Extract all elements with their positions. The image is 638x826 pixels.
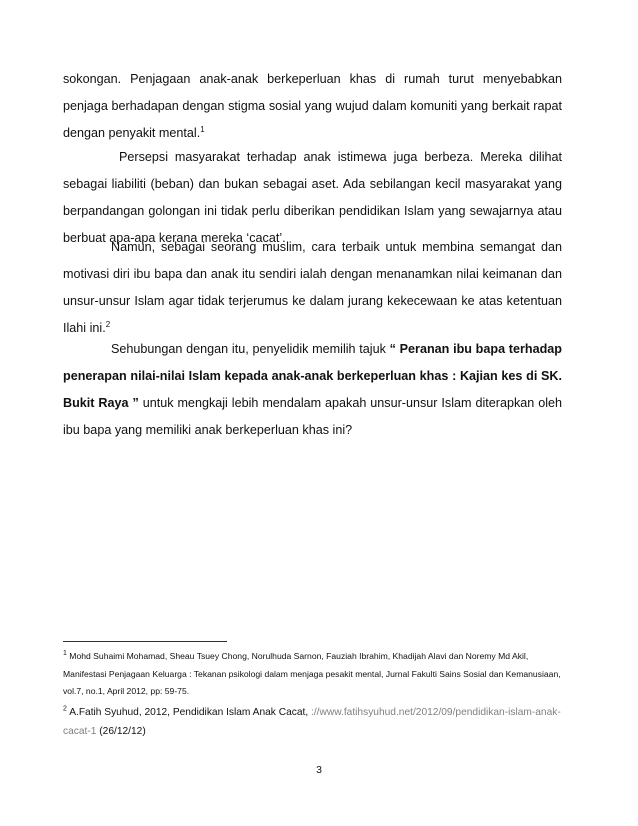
paragraph-4 — [63, 336, 562, 444]
footnote-2 — [63, 704, 569, 741]
paragraph-3-text: Namun, sebagai seorang muslim, cara terbaik untuk membina semangat dan motivasi diri ibu bapa dan anak itu sendiri ialah dengan menanamkan nilai keimanan dan unsur-unsur Islam agar tidak terjerumus ke dalam jurang kekecewaan ke atas ketentuan Ilahi ini. — [63, 240, 562, 335]
footnote-separator — [63, 641, 227, 642]
paragraph-4-tail: untuk mengkaji lebih mendalam apakah unsur-unsur Islam diterapkan oleh ibu bapa yang memiliki anak berkeperluan khas ini? — [63, 396, 563, 437]
paragraph-4-lead: Sehubungan dengan itu, penyelidik memilih tajuk — [111, 342, 386, 356]
footnote-2-number: 2 — [63, 705, 67, 713]
footnote-ref-2[interactable]: 2 — [105, 319, 111, 329]
footnote-2-link[interactable]: ://www.fatihsyuhud.net/2012/09/pendidikan-islam-anak-cacat-1 — [63, 707, 561, 737]
paragraph-3 — [63, 234, 562, 342]
footnote-1-number: 1 — [63, 650, 67, 658]
paragraph-2-text: Persepsi masyarakat terhadap anak istimewa juga berbeza. Mereka dilihat sebagai liabiliti (beban) dan bukan sebagai aset. Ada sebilangan kecil masyarakat yang berpandangan golongan ini tidak perlu diberikan pendidikan Islam yang sewajarnya atau berbuat apa-apa kerana mereka ‘cacat’. — [63, 150, 562, 245]
footnote-2-date: (26/12/12) — [99, 725, 146, 737]
footnote-1-text: Mohd Suhaimi Mohamad, Sheau Tsuey Chong, Norulhuda Sarnon, Fauziah Ibrahim, Khadijah Alavi dan Noremy Md Akil, Manifestasi Penjagaan Keluarga : Tekanan psikologi dalam menjaga pesakit mental, Jurnal Fakulti Sains Sosial dan Kemanusiaan, vol.7, no.1, April 2012, pp: 59-75. — [63, 651, 561, 696]
footnote-ref-1[interactable]: 1 — [200, 124, 205, 134]
research-title: “ Peranan ibu bapa terhadap penerapan nilai-nilai Islam kepada anak-anak berkeperluan khas : Kajian kes di SK. Bukit Raya ” — [63, 342, 562, 410]
footnote-1 — [63, 648, 569, 701]
footnote-2-text: A.Fatih Syuhud, 2012, Pendidikan Islam Anak Cacat, — [69, 707, 309, 718]
paragraph-1 — [63, 66, 562, 147]
paragraph-1-text: sokongan. Penjagaan anak-anak berkeperluan khas di rumah turut menyebabkan penjaga berhadapan dengan stigma sosial yang wujud dalam komuniti yang berkait rapat dengan penyakit mental. — [63, 72, 562, 140]
page-number: 3 — [316, 764, 322, 776]
